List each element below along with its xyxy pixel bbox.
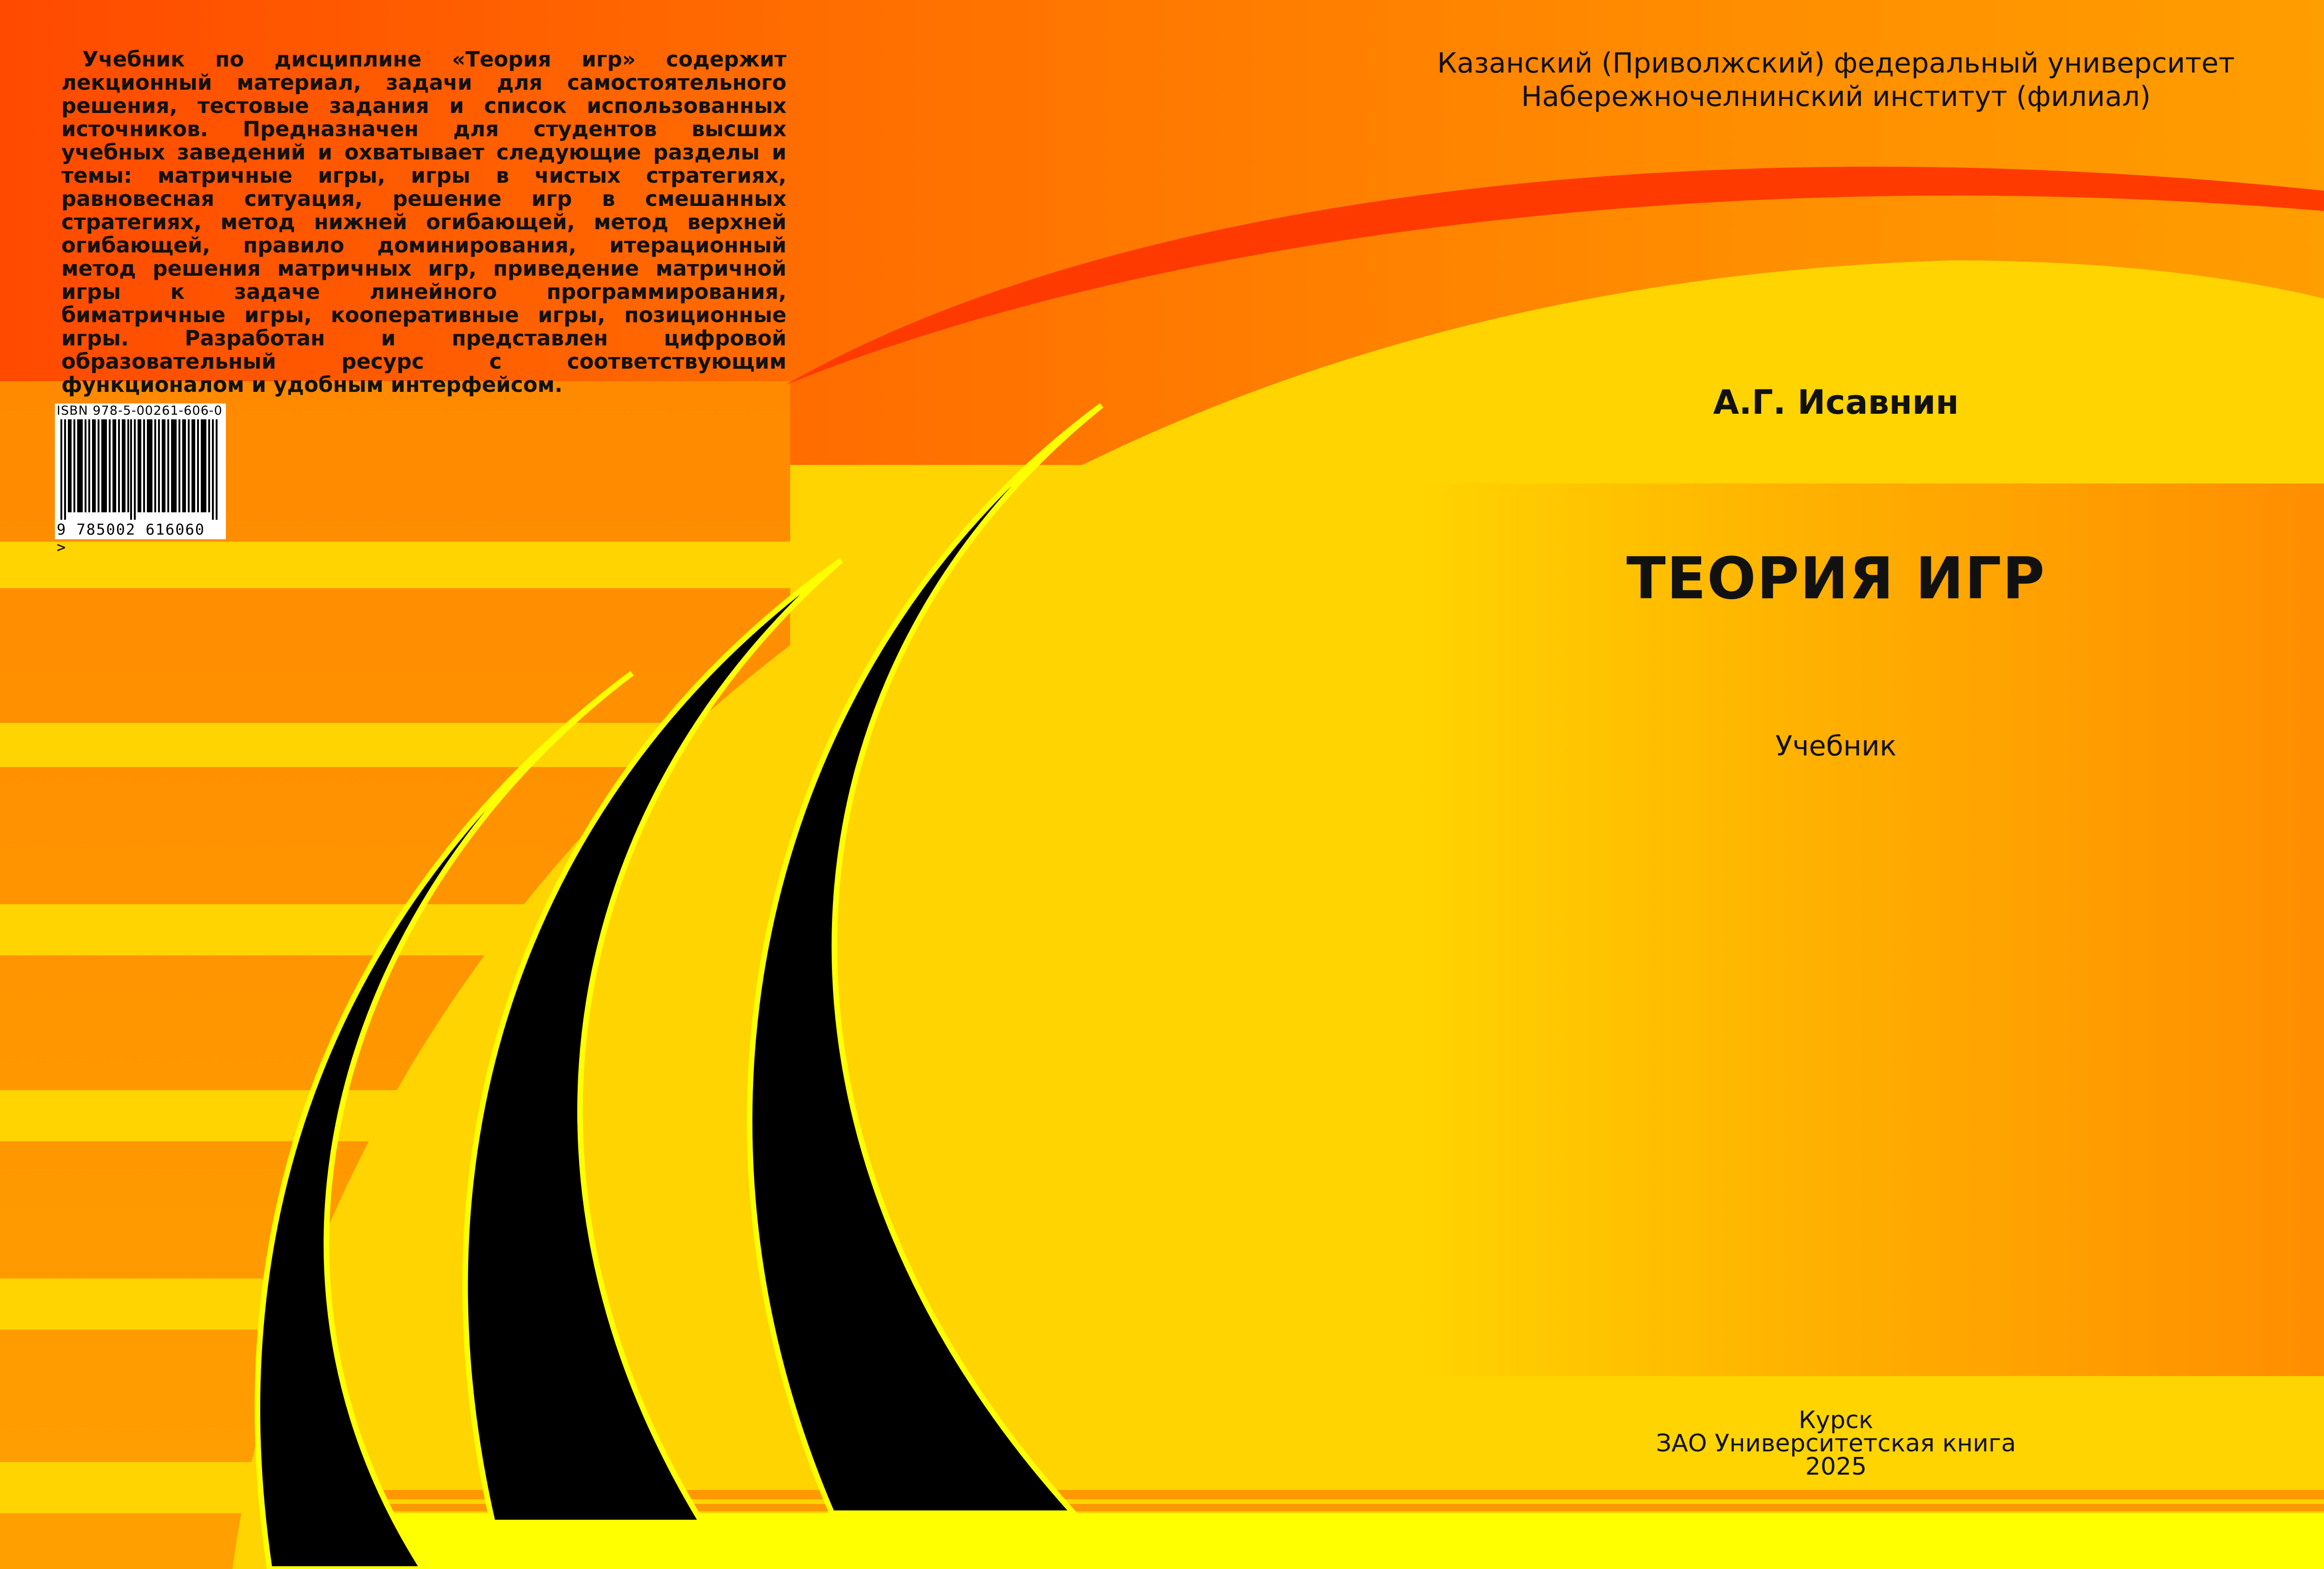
author-name: А.Г. Исавнин xyxy=(1713,383,1959,422)
institute-name: Набережночелнинский институт (филиал) xyxy=(1521,80,2151,113)
publisher-block xyxy=(1394,1406,2278,1481)
book-subtitle: Учебник xyxy=(1775,730,1897,762)
barcode-digits: 9 785002 616060 > xyxy=(57,521,205,556)
front-cover-panel xyxy=(1032,483,2324,1376)
isbn-barcode xyxy=(55,404,226,556)
barcode-bars xyxy=(60,419,221,520)
publisher-city: Курск xyxy=(1798,1406,1874,1434)
book-title: ТЕОРИЯ ИГР xyxy=(1626,545,2046,612)
university-name: Казанский (Приволжский) федеральный университет xyxy=(1437,47,2235,79)
isbn-label: ISBN 978-5-00261-606-0 xyxy=(57,404,223,418)
publisher-name: ЗАО Университетская книга xyxy=(1656,1430,2016,1457)
publication-year: 2025 xyxy=(1805,1453,1867,1481)
back-cover-annotation: Учебник по дисциплине «Теория игр» содержит лекционный материал, задачи для самостоятельного решения, тестовые задания и список использованных источников. Предназначен для студентов высших учебных заведений и охватывает следующие разделы и темы: матричные игры, игры в чистых стратегиях, равновесная ситуация, решение игр в смешанных стратегиях, метод нижней огибающей, метод верхней огибающей, правило доминирования, итерационный метод решения матричных игр, приведение матричной игры к задаче линейного программирования, биматричные игры, кооперативные игры, позиционные игры. Разработан и представлен цифровой образовательный ресурс с соответствующим функционалом и удобным интерфейсом. xyxy=(61,47,786,397)
university-block xyxy=(1394,46,2278,113)
